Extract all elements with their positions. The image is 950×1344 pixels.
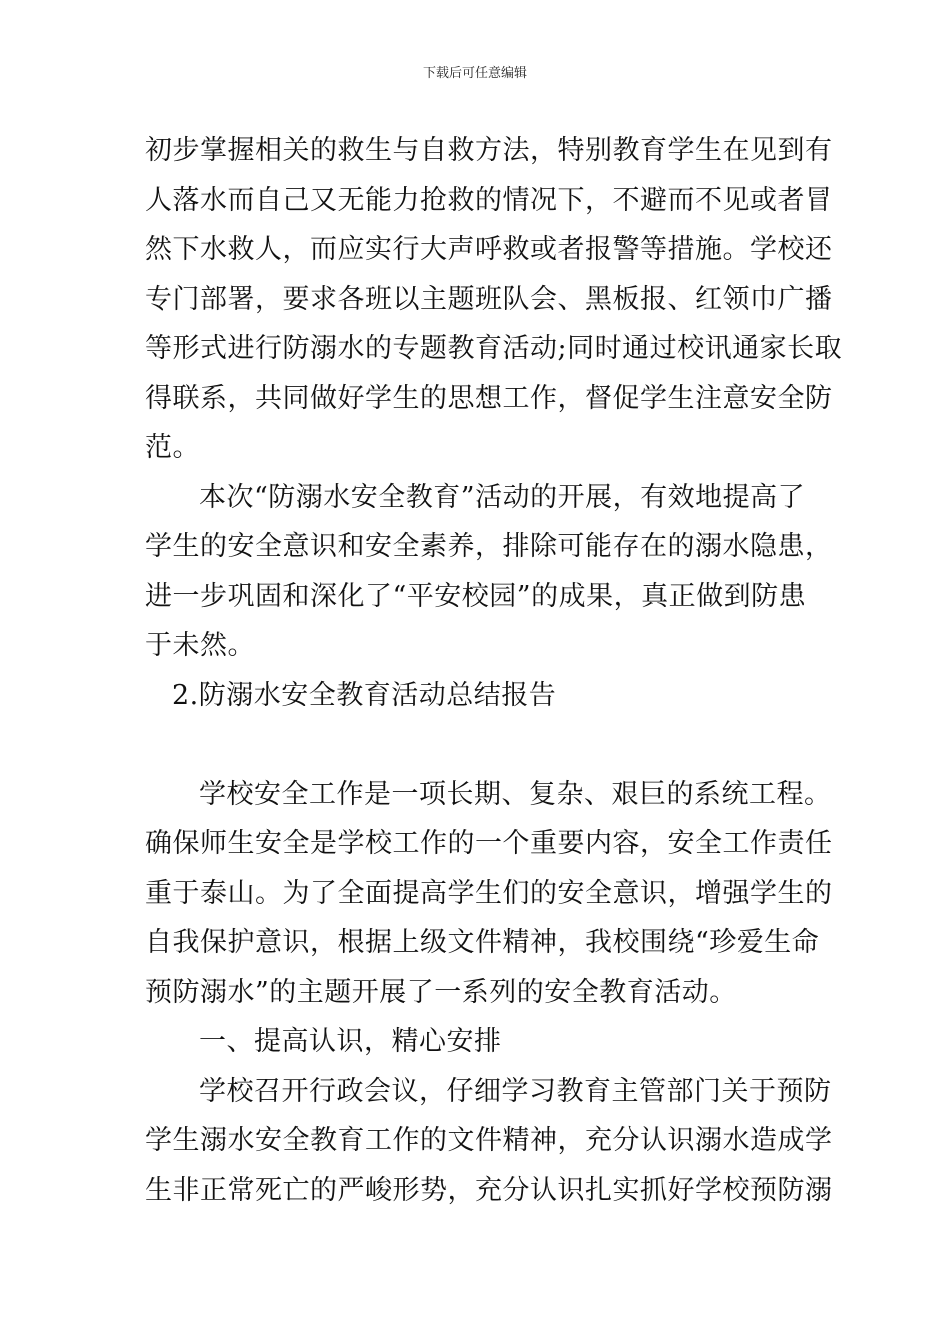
text-line: 预防溺水”的主题开展了一系列的安全教育活动。	[145, 976, 737, 1008]
text-line: 初步掌握相关的救生与自救方法，特别教育学生在见到有	[145, 135, 833, 166]
text-line: 得联系，共同做好学生的思想工作，督促学生注意安全防	[145, 382, 833, 414]
paragraph-start-line: 学校召开行政会议，仔细学习教育主管部门关于预防	[199, 1075, 832, 1107]
text-line: 学生溺水安全教育工作的文件精神，充分认识溺水造成学	[145, 1125, 833, 1156]
text-line: 生非正常死亡的严峻形势，充分认识扎实抓好学校预防溺	[145, 1174, 833, 1206]
text-line: 然下水救人，而应实行大声呼救或者报警等措施。学校还	[145, 234, 833, 265]
text-line: 人落水而自己又无能力抢救的情况下，不避而不见或者冒	[145, 184, 833, 216]
text-line: 专门部署，要求各班以主题班队会、黑板报、红领巾广播	[145, 283, 833, 315]
text-line: 于未然。	[145, 630, 255, 661]
text-line: 范。	[145, 432, 200, 463]
blank-line	[145, 720, 810, 770]
text-line: 学生的安全意识和安全素养，排除可能存在的溺水隐患，	[145, 531, 833, 562]
text-line: 自我保护意识，根据上级文件精神，我校围绕“珍爱生命	[145, 927, 820, 958]
section-heading: 2.防溺水安全教育活动总结报告	[172, 679, 557, 711]
paragraph-start-line: 本次“防溺水安全教育”活动的开展，有效地提高了	[199, 481, 806, 513]
text-line: 重于泰山。为了全面提高学生们的安全意识，增强学生的	[145, 877, 833, 909]
page-header-note: 下载后可任意编辑	[422, 66, 527, 81]
paragraph-start-line: 学校安全工作是一项长期、复杂、艰巨的系统工程。	[199, 778, 832, 810]
subsection-heading: 一、提高认识，精心安排	[199, 1026, 502, 1057]
text-line: 进一步巩固和深化了“平安校园”的成果，真正做到防患	[145, 580, 807, 612]
text-line: 等形式进行防溺水的专题教育活动;同时通过校讯通家长取	[145, 333, 843, 364]
text-line: 确保师生安全是学校工作的一个重要内容，安全工作责任	[145, 828, 833, 859]
document-body	[145, 126, 843, 1215]
